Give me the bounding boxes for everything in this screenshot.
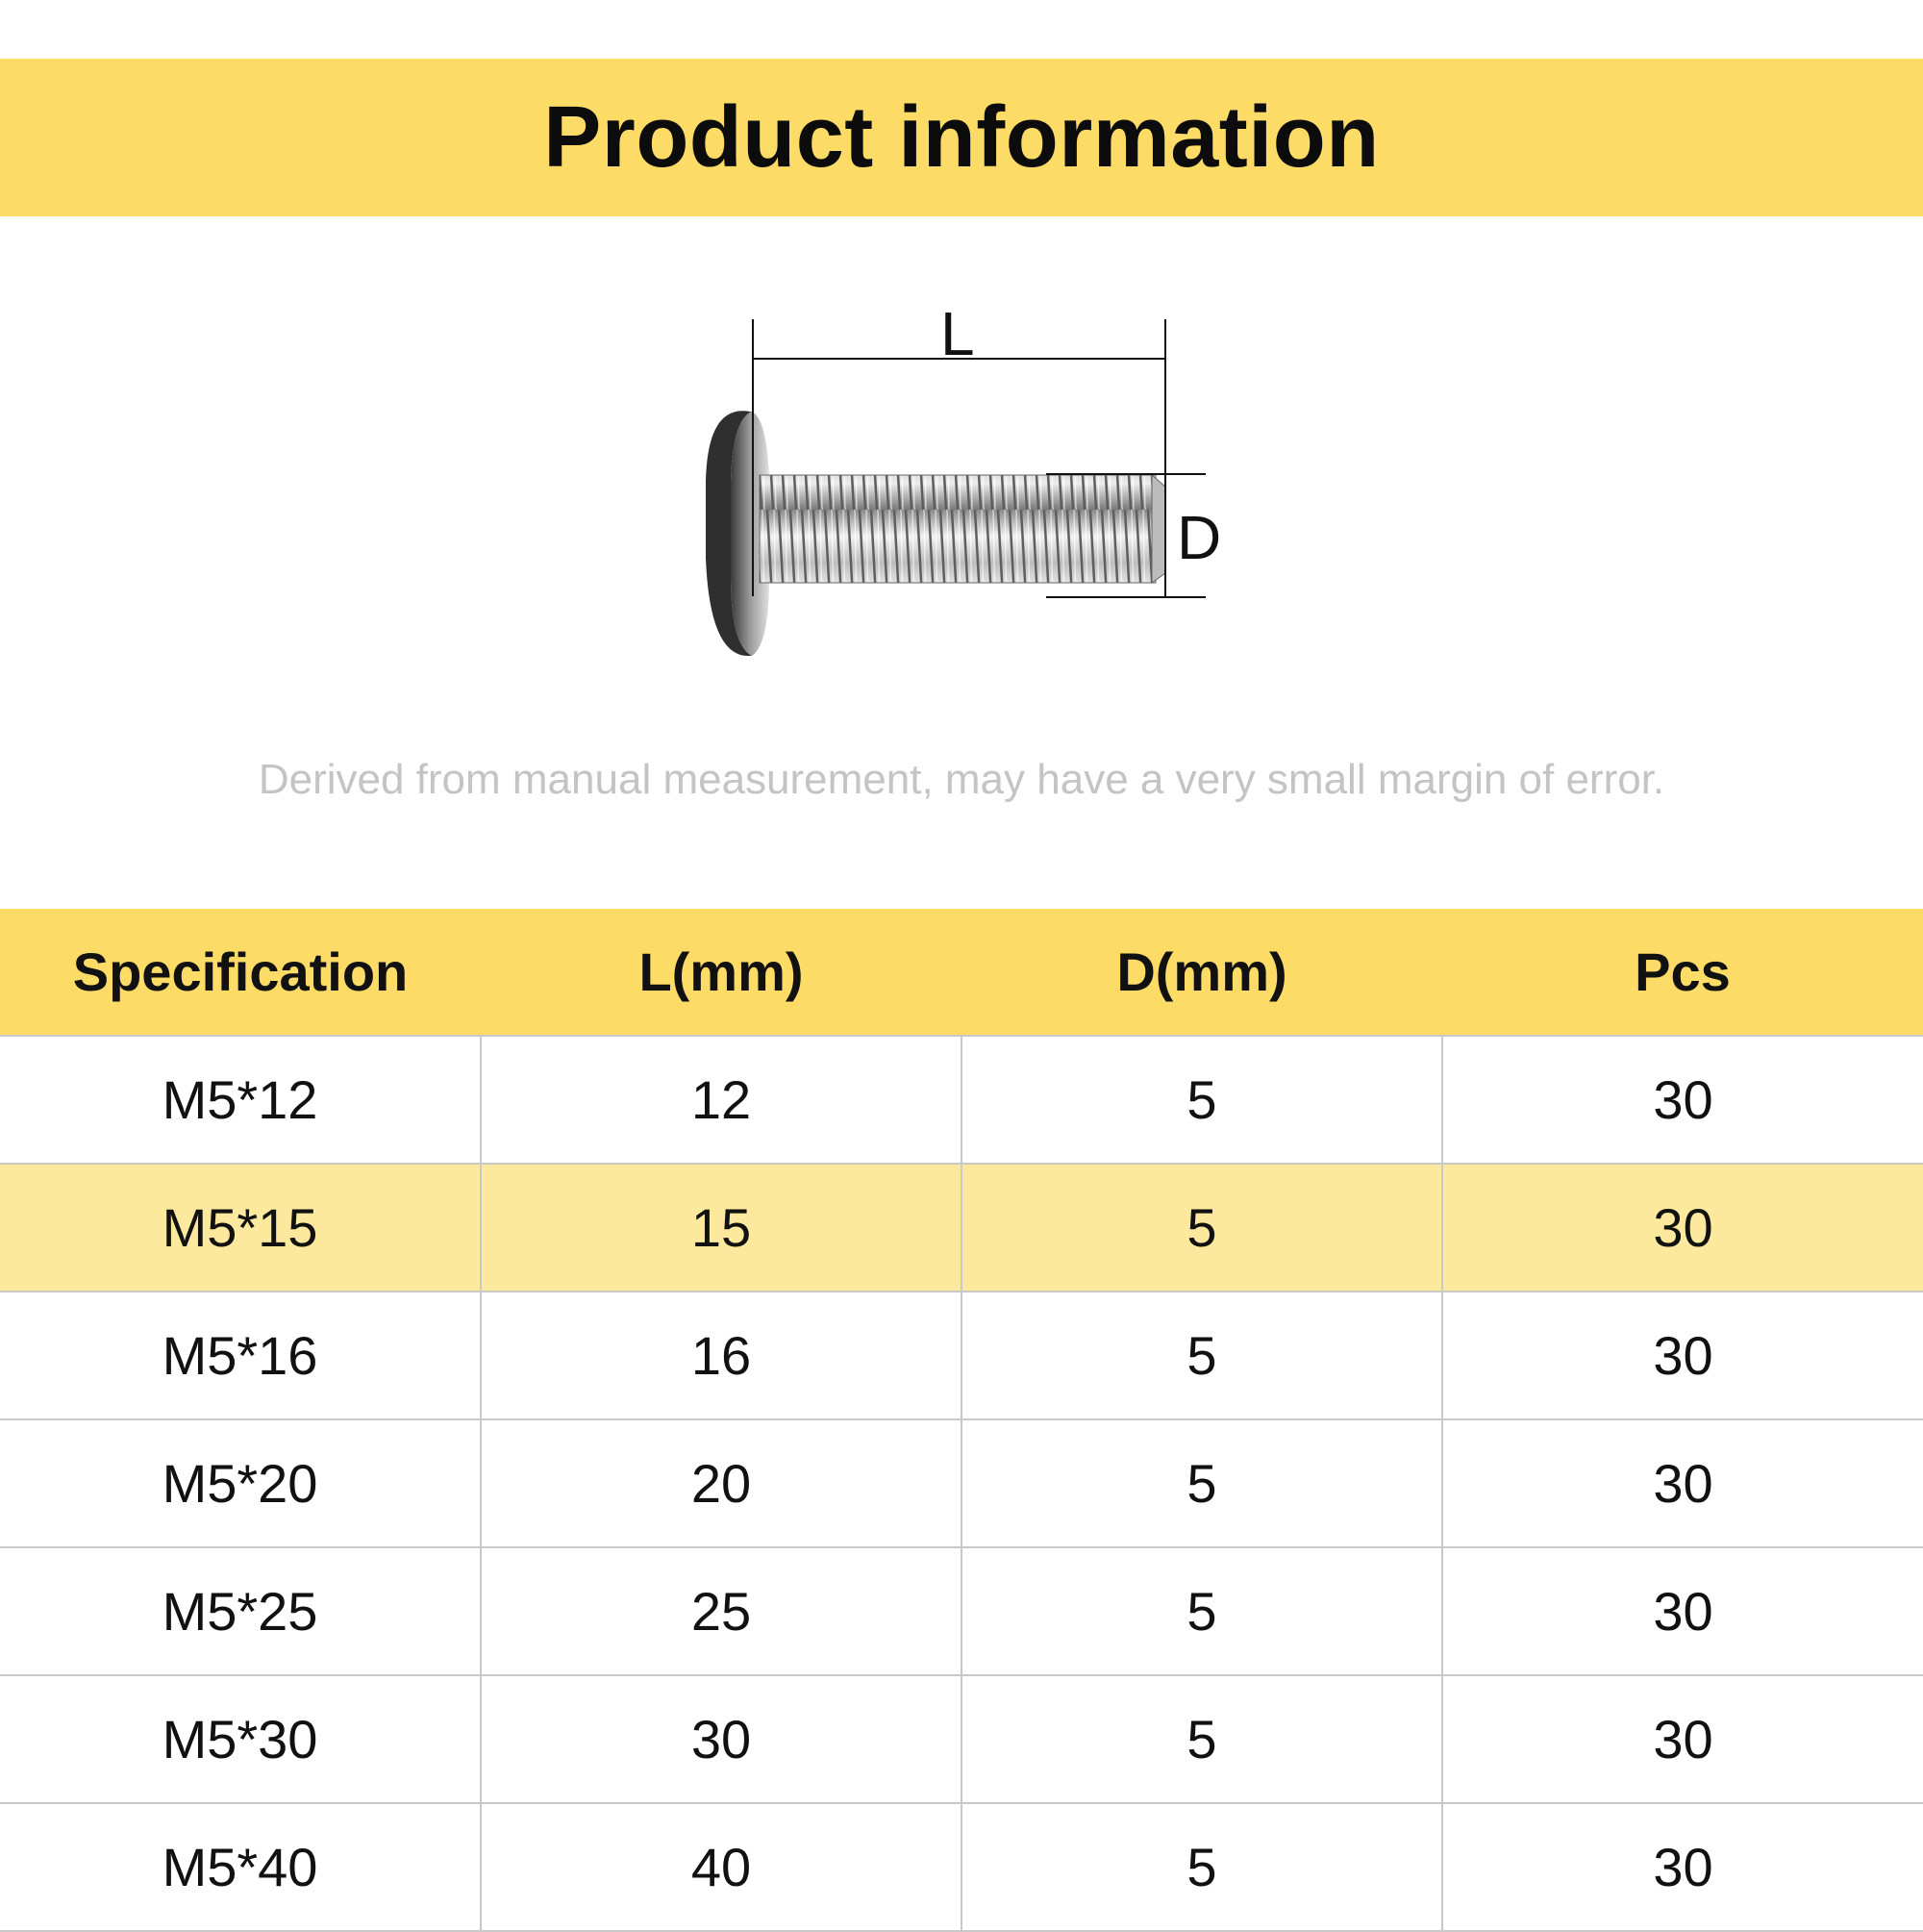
table-row <box>0 1292 1923 1419</box>
cell-length: 30 <box>481 1675 962 1803</box>
screw-shaft <box>760 475 1156 583</box>
cell-spec: M5*25 <box>0 1547 481 1675</box>
cell-diameter: 5 <box>962 1419 1442 1547</box>
cell-pcs: 30 <box>1442 1803 1923 1931</box>
length-label: L <box>940 299 975 368</box>
header-length: L(mm) <box>481 909 962 1036</box>
cell-pcs: 30 <box>1442 1036 1923 1164</box>
table-header-row <box>0 909 1923 1036</box>
measurement-note: Derived from manual measurement, may have a very small margin of error. <box>258 756 1665 803</box>
spec-table <box>0 909 1923 1932</box>
cell-length: 20 <box>481 1419 962 1547</box>
cell-diameter: 5 <box>962 1164 1442 1292</box>
cell-length: 12 <box>481 1036 962 1164</box>
cell-diameter: 5 <box>962 1036 1442 1164</box>
cell-pcs: 30 <box>1442 1419 1923 1547</box>
cell-pcs: 30 <box>1442 1292 1923 1419</box>
cell-length: 16 <box>481 1292 962 1419</box>
cell-spec: M5*30 <box>0 1675 481 1803</box>
header-pcs: Pcs <box>1442 909 1923 1036</box>
cell-spec: M5*20 <box>0 1419 481 1547</box>
cell-spec: M5*15 <box>0 1164 481 1292</box>
cell-diameter: 5 <box>962 1547 1442 1675</box>
cell-pcs: 30 <box>1442 1547 1923 1675</box>
header-specification: Specification <box>0 909 481 1036</box>
cell-diameter: 5 <box>962 1292 1442 1419</box>
cell-length: 40 <box>481 1803 962 1931</box>
diameter-label: D <box>1177 503 1222 572</box>
cell-spec: M5*40 <box>0 1803 481 1931</box>
screw-diagram <box>673 298 1269 683</box>
cell-spec: M5*16 <box>0 1292 481 1419</box>
table-row <box>0 1675 1923 1803</box>
table-row <box>0 1164 1923 1292</box>
table-row <box>0 1547 1923 1675</box>
cell-length: 15 <box>481 1164 962 1292</box>
title-banner <box>0 59 1923 216</box>
table-row <box>0 1419 1923 1547</box>
table-row <box>0 1803 1923 1931</box>
cell-pcs: 30 <box>1442 1164 1923 1292</box>
table-row <box>0 1036 1923 1164</box>
cell-spec: M5*12 <box>0 1036 481 1164</box>
cell-length: 25 <box>481 1547 962 1675</box>
page-title: Product information <box>543 88 1380 186</box>
cell-pcs: 30 <box>1442 1675 1923 1803</box>
header-diameter: D(mm) <box>962 909 1442 1036</box>
cell-diameter: 5 <box>962 1803 1442 1931</box>
cell-diameter: 5 <box>962 1675 1442 1803</box>
